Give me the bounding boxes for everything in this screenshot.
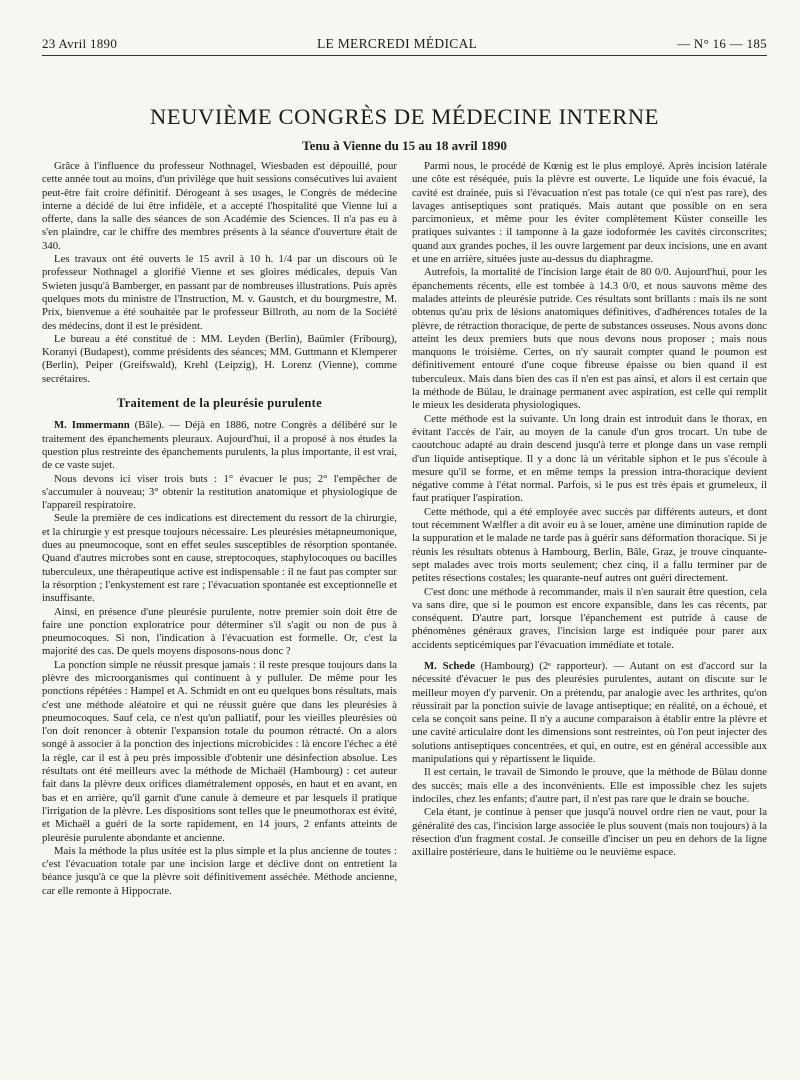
right-column	[412, 160, 767, 898]
body-paragraph: Cela étant, je continue à penser que jusqu'à nouvel ordre rien ne vaut, pour la généralité des cas, l'incision large associée le plus souvent (mais non toujours) à la résection d'un fragment costal. Je conseille d'inciser un peu en dehors de la ligne axillaire postérieure, dans le huitième ou le neuvième espace.	[412, 806, 767, 859]
body-paragraph: Seule la première de ces indications est directement du ressort de la chirurgie, et la chirurgie y est presque toujours nécessaire. Les pleurésies métapneumonique, dues au pneumocoque, sont en effet seules susceptibles de résorption spontanée. Quand d'autres microbes sont en cause, streptocoques, staphylocoques ou bacilles tuberculeux, une thérapeutique active est indispensable : il ne faut pas compter sur la résorption ; l'enkystement est rare ; l'évacuation spontanée est exceptionnelle et insuffisante.	[42, 512, 397, 605]
running-header	[42, 36, 767, 56]
body-paragraph: Nous devons ici viser trois buts : 1° évacuer le pus; 2° l'empêcher de s'accumuler à nouveau; 3° obtenir la restitution anatomique et physiologique de l'appareil respiratoire.	[42, 472, 397, 512]
header-page-number: — N° 16 — 185	[677, 36, 767, 51]
header-date: 23 Avril 1890	[42, 36, 118, 51]
speaker-name: M. Schede	[424, 659, 475, 672]
left-column	[42, 160, 397, 898]
two-column-body	[42, 160, 767, 898]
section-heading: Traitement de la pleurésie purulente	[117, 396, 322, 411]
schede-paragraph	[412, 660, 767, 766]
article-title: NEUVIÈME CONGRÈS DE MÉDECINE INTERNE	[149, 104, 660, 129]
body-paragraph: C'est donc une méthode à recommander, mais il n'en saurait être question, cela va sans dire, que si le poumon est encore expansible, dans les cas récents, par conséquent. D'autre part, lorsque l'épanchement est putride à cause de phénomènes généraux graves, l'incision large est indiquée pour parer aux accidents septicémiques par l'évacuation immédiate et totale.	[412, 585, 767, 651]
body-paragraph: Mais la méthode la plus usitée est la plus simple et la plus ancienne de toutes : c'est l'évacuation totale par une incision large et déclive dont on entretient la béance jusqu'à ce que la plèvre soit définitivement asséchée. Méthode ancienne, car elle remonte à Hippocrate.	[42, 844, 397, 897]
intro-paragraph: Grâce à l'influence du professeur Nothnagel, Wiesbaden est dépouillé, pour cette année tout au moins, d'un privilège que huit sessions consécutives lui avaient peut-être fait croire définitif. Dérogeant à ses usages, le Congrès de médecine interne a décidé de lui être infidèle, et a accepté l'hospitalité que Vienne lui a offerte, dans la salle des séances de son Académie des Sciences. Il n'a pas eu à s'en plaindre, car le chiffre des membres présents à la séance d'ouverture était de 340.	[42, 160, 397, 252]
body-paragraph: La ponction simple ne réussit presque jamais : il reste presque toujours dans la plèvre des microorganismes qui continuent à y pulluler. De même pour les ponctions répétées : Hampel et A. Schmidt en ont eu quelques bons résultats, mais c'est une méthode aléatoire et qui ne réussit guère que dans les pleurésies à pneumocoques. Sauf cela, ce n'est qu'un palliatif, pour les vieilles pleurésies où l'on doit renoncer à obtenir l'expansion totale du poumon rétracté. On a alors songé à associer à la ponction des injections microbicides : là encore l'échec a été la règle, car il est à peu près impossible d'obtenir une désinfection absolue. Les résultats ont été meilleurs avec la méthode de Michaël (Hambourg) : cet auteur fait dans la plèvre deux orifices diamétralement opposés, en haut et en avant, en bas et en arrière, qu'il garnit d'une canule à demeure et par lesquels il pratique l'irrigation de la plèvre. Les dispositions sont telles que le pneumothorax est évité, et Michaël a guéri de la sorte rapidement, en 14 jours, 2 enfants atteints de pleurésie purulente abondante et ancienne.	[42, 658, 397, 844]
intro-paragraph: Le bureau a été constitué de : MM. Leyden (Berlin), Baümler (Fribourg), Koranyi (Budapest), comme présidents des séances; MM. Guttmann et Klemperer (Berlin), Peiper (Greifswald), Krehl (Leipzig), H. Lorenz (Vienne), comme secrétaires.	[42, 332, 397, 385]
header-journal: LE MERCREDI MÉDICAL	[316, 36, 478, 51]
article-subtitle: Tenu à Vienne du 15 au 18 avril 1890	[302, 138, 507, 153]
speaker-name: M. Immermann	[54, 419, 130, 432]
immermann-paragraph	[42, 419, 397, 472]
body-paragraph: Parmi nous, le procédé de Kœnig est le plus employé. Après incision latérale une côte est réséquée, puis la plèvre est ouverte. Le liquide une fois évacué, la cavité est drainée, puis si l'évacuation n'est pas totale (ce qui n'est pas rare), des lavages antiseptiques sont pratiqués. Mais autant que possible on en sera parcimonieux, et même pour les éviter complètement Küster conseille les pratiques suivantes : il tamponne à la gaze iodoformée les cavités circonscrites; quand aux grandes poches, il les ouvre largement par deux incisions, une en avant et une en arrière, situées juste au-dessus du diaphragme.	[412, 160, 767, 266]
intro-paragraph: Les travaux ont été ouverts le 15 avril à 10 h. 1/4 par un discours où le professeur Nothnagel a glorifié Vienne et ses gloires médicales, depuis Van Swieten jusqu'à Bamberger, en passant par de nombreuses illustrations. Puis après quelques mots du ministre de l'Instruction, M. v. Gaustch, et du bourgmestre, M. Prix, bienvenue a été souhaitée par le professeur Billroth, au nom de la Société des médecins, dont il est le président.	[42, 253, 397, 332]
body-paragraph: Il est certain, le travail de Simondo le prouve, que la méthode de Bülau donne des succès; mais elle a des inconvénients. Elle est impossible chez les sujets indociles, chez les enfants; d'autre part, il n'est pas rare que le drain se bouche.	[412, 766, 767, 805]
speaker-text: (Bâle). — Déjà en 1886, notre Congrès a délibéré sur le traitement des épanchements pleuraux. Aujourd'hui, il a proposé à nos études la question plus restreinte des épanchements purulents, la plus importante, il est vrai, de ce vaste sujet.	[42, 419, 397, 472]
speaker-text: (Hambourg) (2ᵉ rapporteur). — Autant on est d'accord sur la nécessité d'évacuer le pus des pleurésies purulentes, autant on discute sur le meilleur moyen d'y parvenir. On a prétendu, par analogie avec les arthrites, qu'on réussirait par la ponction suivie de lavage antiseptique; en réalité, on a échoué, et cela se conçoit sans peine. Il n'y a aucune comparaison à établir entre la plèvre et une cavité articulaire dont les dimensions sont restreintes, où l'on peut injecter des solutions antiseptiques concentrées, et qui, en outre, est en général accessible aux manipulations qui y répartissent le liquide.	[412, 659, 767, 766]
body-paragraph: Cette méthode, qui a été employée avec succès par différents auteurs, et dont tout récemment Wælfler a dit avoir eu à se louer, amène une diminution rapide de la suppuration et le malade ne tarde pas à guérir sans déformation thoracique. Si je réunis les résultats obtenus à Hambourg, Berlin, Bâle, Graz, je trouve cinquante-sept malades avec trois morts seulement; chez cinq, il a fallu terminer par de petites résections costales; les quarante-neuf autres ont guéri directement.	[412, 505, 767, 585]
body-paragraph: Autrefois, la mortalité de l'incision large était de 80 0/0. Aujourd'hui, pour les épanchements récents, elle est tombée à 14.3 0/0, et nous sauvons même des malades atteints de pleurésie putride. Ces résultats sont brillants : mais ils ne sont obtenus qu'au prix de lésions anatomiques définitives, d'adhérences totales de la plèvre, de rétraction thoracique, de perte de substances osseuses. Nous avons donc atteint les deux premiers buts que nous devons nous proposer ; mais nous manquons le troisième. Certes, on n'y saurait compter quand le poumon est définitivement entouré d'une coque fibreuse épaisse ou bien quand il est tuberculeux. Mais dans bien des cas il n'en est pas ainsi, et alors il est certain que la méthode de Bülau, le drainage permanent avec aspiration, est celle qui remplit le mieux les desiderata physiologiques.	[412, 266, 767, 412]
body-paragraph: Ainsi, en présence d'une pleurésie purulente, notre premier soin doit être de faire une ponction exploratrice pour déterminer s'il s'agit ou non de pus à pneumocoques. Si non, l'indication à l'évacuation est formelle. Or, c'est la majorité des cas. De quels moyens disposons-nous donc ?	[42, 605, 397, 658]
body-paragraph: Cette méthode est la suivante. Un long drain est introduit dans le thorax, en évitant l'accès de l'air, au moyen de la canule d'un gros trocart. Un tube de caoutchouc adapté au drain descend jusqu'à terre et plonge dans un vase rempli d'un liquide antiseptique. Il y a donc là un véritable siphon et le pus s'écoule à mesure qu'il se forme, et en même temps la pression intra-thoracique devient négative comme à l'état normal. Parfois, si le pus est très épais et grumeleux, il faut pratiquer l'aspiration.	[412, 412, 767, 505]
newspaper-page	[42, 36, 767, 897]
